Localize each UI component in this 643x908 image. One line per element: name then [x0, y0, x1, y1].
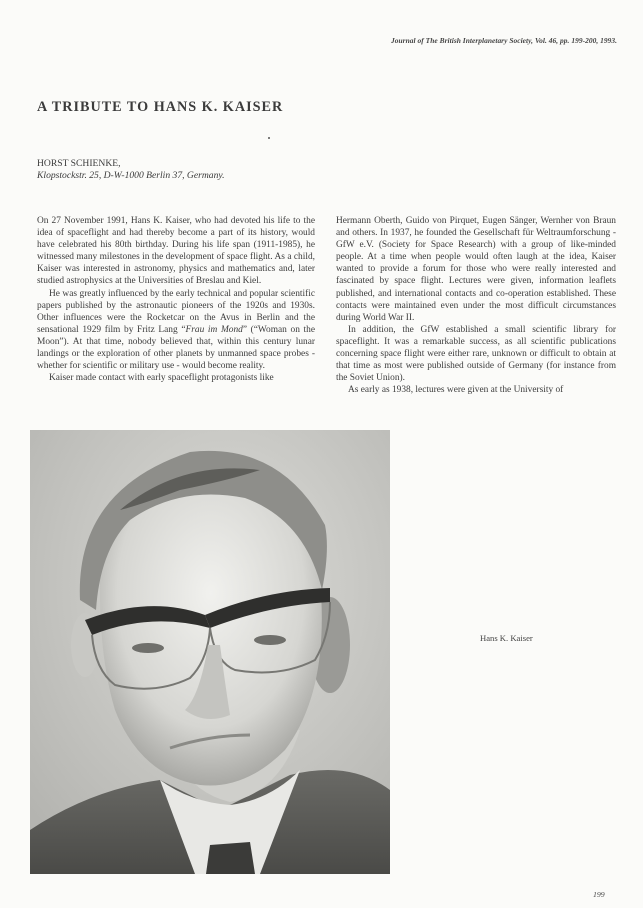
- paragraph: In addition, the GfW established a small scientific library for spaceflight. It was a remarkable success, as all scientific publications concerning space flight were either rare, unknown or difficult to obtain at that time as most were published outside of Germany (for instance from the Soviet Union).: [336, 324, 616, 384]
- paragraph: [37, 288, 315, 373]
- paragraph-text: He was greatly influenced by the early technical and popular scientific papers published by the astronautic pioneers of the 1920s and 1930s. Other influences were the Rocketcar on the Avus in Berlin and the sensational 1929 film by Fritz Lang “: [37, 288, 315, 335]
- stray-mark: [268, 137, 270, 139]
- paragraph: Hermann Oberth, Guido von Pirquet, Eugen Sänger, Wernher von Braun and others. In 1937, he founded the Gesellschaft für Weltraumforschung - GfW e.V. (Society for Space Research) with a group of like-minded people. At a time when people would often laugh at the idea, Kaiser wanted to provide a forum for those who were really interested and fascinated by space flight. Lectures were given, information leaflets published, and international contacts and co-operation established. These contacts were maintained even under the most difficult circumstances during World War II.: [336, 216, 616, 323]
- author-address: Klopstockstr. 25, D-W-1000 Berlin 37, Germany.: [37, 170, 225, 181]
- author-block: [37, 158, 225, 182]
- portrait-photo: [30, 430, 390, 874]
- paragraph: Kaiser made contact with early spaceflight protagonists like: [49, 373, 274, 384]
- journal-header: Journal of The British Interplanetary Society, Vol. 46, pp. 199-200, 1993.: [391, 36, 617, 45]
- left-column: [37, 215, 315, 384]
- article-title: A TRIBUTE TO HANS K. KAISER: [37, 99, 284, 115]
- right-column: [336, 215, 616, 396]
- paragraph-text: ” (“Woman on the Moon”). At that time, nobody believed that, within this century lunar landings or the exploration of other planets by unmanned space probes - whether for scientific or military use - would become reality.: [37, 324, 316, 372]
- portrait-image: [30, 430, 390, 874]
- film-title: Frau im Mond: [185, 324, 243, 335]
- page-number: 199: [593, 890, 605, 899]
- figure-caption: Hans K. Kaiser: [480, 633, 533, 643]
- author-name: HORST SCHIENKE,: [37, 158, 121, 169]
- paragraph: As early as 1938, lectures were given at the University of: [348, 385, 564, 396]
- paragraph: On 27 November 1991, Hans K. Kaiser, who had devoted his life to the idea of spaceflight and had thereby become a part of its history, would have celebrated his 80th birthday. During his life span (1911-1985), he witnessed many milestones in the development of space flight. As a child, Kaiser was interested in astronomy, physics and mathematics and, later studied astrophysics at the Universities of Breslau and Kiel.: [37, 216, 315, 287]
